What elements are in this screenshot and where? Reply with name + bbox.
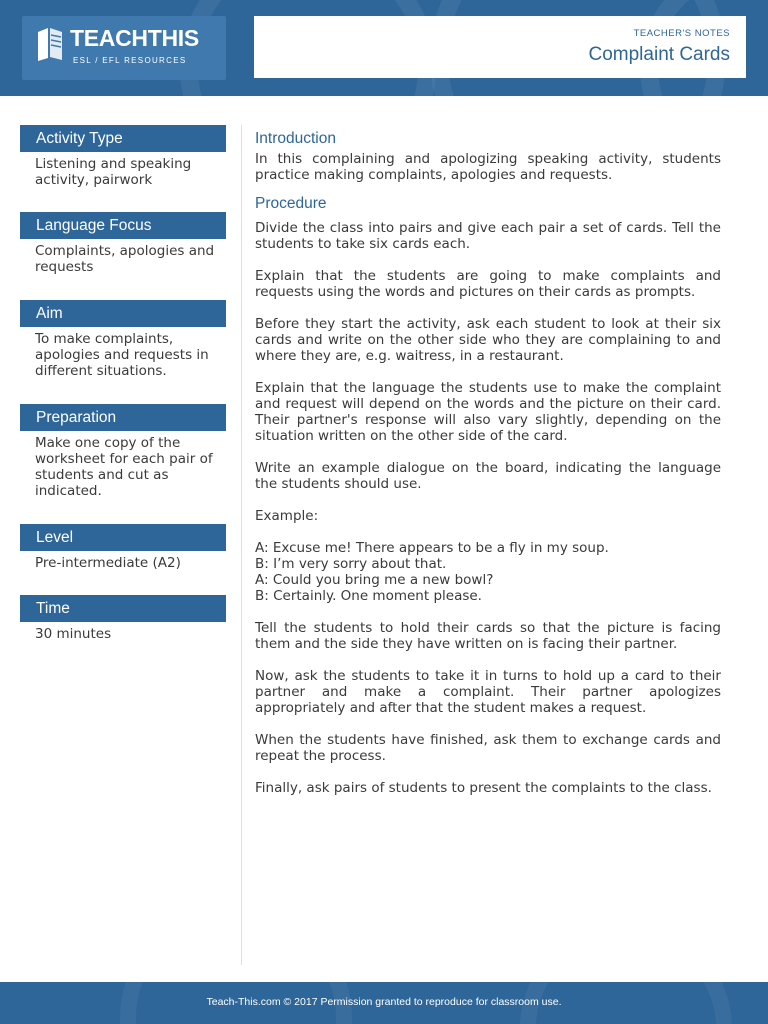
language-focus-heading: Language Focus [20,212,226,239]
level-heading: Level [20,524,226,551]
aim-section [20,300,226,404]
procedure-paragraph: Explain that the students are going to make complaints and requests using the words and pictures on their cards as prompts. [255,268,721,300]
language-focus-section [20,212,226,300]
time-heading: Time [20,595,226,622]
aim-value: To make complaints, apologies and requests in different situations. [35,331,209,379]
procedure-paragraph: Now, ask the students to take it in turns to hold up a card to their partner and make a complaint. Their partner apologizes appropriately and after that the student makes a request. [255,668,721,716]
procedure-heading: Procedure [255,195,327,212]
header-banner [0,0,768,96]
preparation-heading: Preparation [20,404,226,431]
title-panel [254,16,746,78]
logo-name: TEACHTHIS [70,25,199,51]
procedure-paragraph: Write an example dialogue on the board, indicating the language the students should use. [255,460,721,492]
activity-type-heading: Activity Type [20,125,226,152]
level-value: Pre-intermediate (A2) [35,555,181,571]
introduction-heading: Introduction [255,130,336,147]
procedure-paragraph: Tell the students to hold their cards so that the picture is facing them and the side they have written on is facing their partner. [255,620,721,652]
language-focus-value: Complaints, apologies and requests [35,243,215,275]
book-icon [36,26,64,62]
main-content [255,129,721,812]
time-section [20,595,226,655]
page-title: Complaint Cards [588,44,730,65]
procedure-paragraph: Finally, ask pairs of students to present the complaints to the class. [255,780,712,796]
preparation-section [20,404,226,524]
procedure-paragraph: Explain that the language the students use to make the complaint and request will depend on the words and the picture on their card. Their partner's response will also vary slightly, depending on the situation written on the other side of the card. [255,380,721,444]
copyright-notice: Teach-This.com © 2017 Permission granted to reproduce for classroom use. [206,996,562,1008]
example-label: Example: [255,508,319,524]
column-divider [241,125,242,965]
level-section [20,524,226,595]
teachers-notes-label: TEACHER'S NOTES [633,28,730,39]
example-dialogue: A: Excuse me! There appears to be a fly in my soup. B: I’m very sorry about that. A: Could you bring me a new bowl? B: Certainly. One moment please. [255,540,609,604]
teachthis-logo[interactable] [22,16,226,80]
preparation-value: Make one copy of the worksheet for each pair of students and cut as indicated. [35,435,213,499]
activity-type-section [20,125,226,212]
logo-tagline: ESL / EFL RESOURCES [73,56,187,65]
procedure-paragraph: Divide the class into pairs and give each pair a set of cards. Tell the students to take six cards each. [255,220,721,252]
aim-heading: Aim [20,300,226,327]
footer-banner [0,982,768,1024]
activity-type-value: Listening and speaking activity, pairwork [35,156,192,188]
procedure-paragraph: When the students have finished, ask them to exchange cards and repeat the process. [255,732,721,764]
time-value: 30 minutes [35,626,112,642]
introduction-paragraph: In this complaining and apologizing speaking activity, students practice making complaints, apologies and requests. [255,151,721,183]
procedure-paragraph: Before they start the activity, ask each student to look at their six cards and write on the other side who they are complaining to and where they are, e.g. waitress, in a restaurant. [255,316,721,364]
activity-info-sidebar [20,125,226,655]
